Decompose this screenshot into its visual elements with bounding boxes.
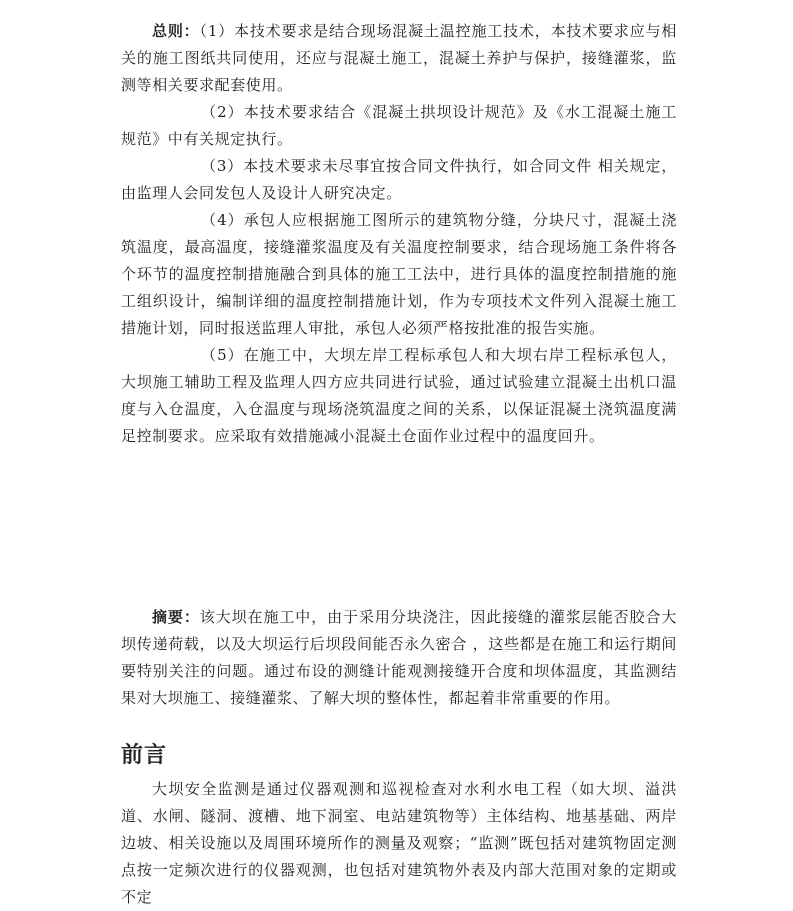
general-paragraph-1 — [121, 18, 677, 99]
general-principles-section — [121, 18, 677, 450]
general-p4-text: （4）承包人应根据施工图所示的建筑物分缝，分块尺寸，混凝土浇筑温度，最高温度，接缝灌浆温度及有关温度控制要求，结合现场施工条件将各个环节的温度控制措施融合到具体的施工工法中，进行具体的温度控制措施的施工组织设计，编制详细的温度控制措施计划，作为专项技术文件列入混凝土施工措施计划，同时报送监理人审批，承包人必须严格按批准的报告实施。 — [121, 211, 677, 337]
general-label: 总则： — [152, 22, 200, 40]
preface-text: 大坝安全监测是通过仪器观测和巡视检查对水利水电工程（如大坝、溢洪道、水闸、隧洞、渡槽、地下洞室、电站建筑物等）主体结构、地基基础、两岸边坡、相关设施以及周围环境所作的测量及观察；“监测”既包括对建筑物固定测点按一定频次进行的仪器观测，也包括对建筑物外表及内部大范围对象的定期或不定 — [121, 780, 677, 906]
general-p1-text: （1）本技术要求是结合现场混凝土温控施工技术，本技术要求应与相关的施工图纸共同使用，还应与混凝土施工，混凝土养护与保护，接缝灌浆，监测等相关要求配套使用。 — [121, 22, 677, 94]
abstract-section — [121, 604, 677, 712]
general-p2-text: （2）本技术要求结合《混凝土拱坝设计规范》及《水工混凝土施工规范》中有关规定执行。 — [121, 103, 677, 148]
abstract-paragraph — [121, 604, 677, 712]
general-paragraph-5 — [121, 342, 677, 450]
general-paragraph-4 — [121, 207, 677, 342]
preface-heading: 前言 — [121, 743, 168, 768]
general-paragraph-2 — [121, 99, 677, 153]
general-paragraph-3 — [121, 153, 677, 207]
preface-section — [121, 776, 677, 911]
abstract-label: 摘要： — [152, 608, 200, 626]
abstract-text: 该大坝在施工中，由于采用分块浇注，因此接缝的灌浆层能否胶合大坝传递荷载，以及大坝运行后坝段间能否永久密合 ，这些都是在施工和运行期间要特别关注的问题。通过布设的测缝计能观测接缝开合度和坝体温度，其监测结果对大坝施工、接缝灌浆、了解大坝的整体性，都起着非常重要的作用。 — [121, 608, 677, 707]
general-p3-text: （3）本技术要求未尽事宜按合同文件执行，如合同文件 相关规定，由监理人会同发包人及设计人研究决定。 — [121, 157, 677, 202]
general-p5-text: （5）在施工中，大坝左岸工程标承包人和大坝右岸工程标承包人，大坝施工辅助工程及监理人四方应共同进行试验，通过试验建立混凝土出机口温度与入仓温度，入仓温度与现场浇筑温度之间的关系，以保证混凝土浇筑温度满足控制要求。应采取有效措施减小混凝土仓面作业过程中的温度回升。 — [121, 346, 677, 445]
preface-paragraph — [121, 776, 677, 911]
